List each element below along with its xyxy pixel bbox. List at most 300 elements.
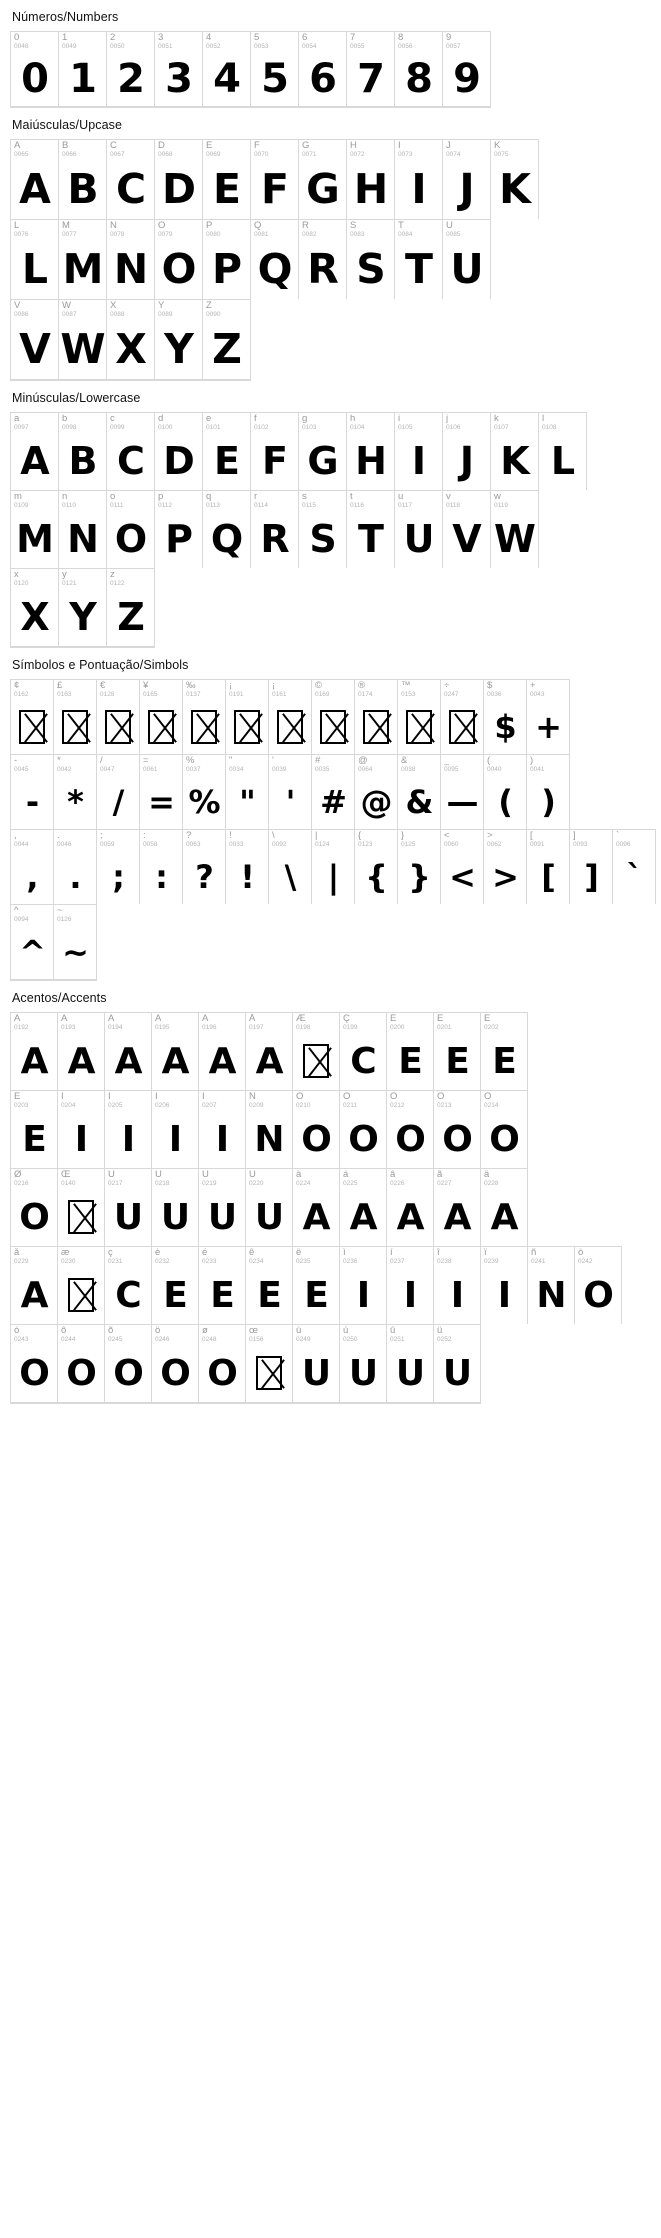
glyph-charcode: 0229 — [14, 1258, 29, 1265]
glyph-preview: O — [301, 1118, 331, 1160]
glyph-cell[interactable] — [203, 413, 251, 490]
glyph-cell[interactable] — [183, 680, 226, 754]
glyph-cell-header — [312, 680, 354, 699]
glyph-cell[interactable] — [54, 680, 97, 754]
glyph-charcode: 0037 — [186, 766, 201, 773]
glyph-cell[interactable] — [140, 830, 183, 904]
glyph-cell[interactable] — [199, 1247, 246, 1324]
glyph-char-label: î — [437, 1248, 440, 1258]
glyph-cell[interactable] — [59, 300, 107, 380]
glyph-cell[interactable] — [251, 491, 299, 568]
glyph-cell[interactable] — [11, 32, 59, 107]
glyph-cell[interactable] — [246, 1247, 293, 1324]
glyph-preview: Q — [210, 517, 243, 561]
glyph-char-label: å — [14, 1248, 20, 1258]
glyph-charcode: 0069 — [206, 151, 221, 158]
glyph-cell[interactable] — [340, 1013, 387, 1090]
glyph-char-label: : — [143, 831, 146, 841]
glyph-cell[interactable] — [527, 830, 570, 904]
glyph-cell[interactable] — [347, 220, 395, 299]
glyph-cell[interactable] — [155, 491, 203, 568]
glyph-char-label: S — [350, 221, 357, 231]
glyph-charcode: 0100 — [158, 424, 173, 431]
glyph-cell[interactable] — [107, 32, 155, 107]
glyph-cell[interactable] — [269, 830, 312, 904]
glyph-cell[interactable] — [107, 140, 155, 219]
glyph-cell[interactable] — [59, 413, 107, 490]
glyph-cell[interactable] — [387, 1013, 434, 1090]
glyph-preview: < — [449, 857, 475, 896]
glyph-cell[interactable] — [152, 1013, 199, 1090]
glyph-char-label: Q — [254, 221, 262, 231]
glyph-preview: ! — [240, 857, 254, 896]
glyph-cell[interactable] — [398, 755, 441, 829]
glyph-cell[interactable] — [395, 32, 443, 107]
glyph-cell[interactable] — [58, 1013, 105, 1090]
glyph-charcode: 0090 — [206, 311, 221, 318]
glyph-cell-header — [347, 140, 394, 159]
glyph-cell[interactable] — [347, 491, 395, 568]
glyph-charcode: 0097 — [14, 424, 29, 431]
glyph-cell-header — [59, 220, 106, 239]
glyph-cell-header — [269, 830, 311, 849]
glyph-charcode: 0195 — [155, 1024, 170, 1031]
glyph-char-label: Ñ — [249, 1092, 256, 1102]
glyph-cell[interactable] — [183, 830, 226, 904]
glyph-charcode: 0199 — [343, 1024, 358, 1031]
glyph-charcode: 0052 — [206, 43, 221, 50]
glyph-charcode: 0096 — [616, 841, 631, 848]
glyph-charcode: 0205 — [108, 1102, 123, 1109]
glyph-cell[interactable] — [11, 830, 54, 904]
glyph-charcode: 0234 — [249, 1258, 264, 1265]
glyph-cell[interactable] — [199, 1013, 246, 1090]
glyph-cell-header — [58, 1325, 104, 1344]
glyph-char-label: > — [487, 831, 493, 841]
glyph-preview: { — [365, 857, 387, 896]
glyph-cell[interactable] — [11, 569, 59, 647]
glyph-cell[interactable] — [155, 300, 203, 380]
glyph-cell[interactable] — [97, 830, 140, 904]
glyph-cell[interactable] — [355, 755, 398, 829]
glyph-cell[interactable] — [443, 220, 491, 299]
glyph-charcode: 0231 — [108, 1258, 123, 1265]
glyph-charcode: 0053 — [254, 43, 269, 50]
glyph-cell[interactable] — [269, 680, 312, 754]
glyph-cell[interactable] — [355, 830, 398, 904]
glyph-cell[interactable] — [11, 491, 59, 568]
glyph-charcode: 0042 — [57, 766, 72, 773]
glyph-cell-header — [203, 300, 250, 319]
glyph-cell[interactable] — [59, 140, 107, 219]
glyph-char-label: Å — [249, 1014, 256, 1024]
glyph-cell-header — [11, 413, 58, 432]
glyph-char-label: _ — [444, 756, 450, 766]
glyph-cell[interactable] — [203, 300, 251, 380]
glyph-cell[interactable] — [387, 1325, 434, 1403]
glyph-charcode: 0228 — [484, 1180, 499, 1187]
glyph-preview: F — [262, 439, 287, 483]
glyph-cell[interactable] — [395, 413, 443, 490]
glyph-cell[interactable] — [398, 680, 441, 754]
glyph-cell-header — [11, 680, 53, 699]
glyph-char-label: | — [315, 831, 318, 841]
glyph-cell[interactable] — [299, 140, 347, 219]
glyph-cell[interactable] — [491, 413, 539, 490]
glyph-cell[interactable] — [58, 1325, 105, 1403]
glyph-charcode: 0243 — [14, 1336, 29, 1343]
glyph-cell[interactable] — [226, 755, 269, 829]
glyph-cell[interactable] — [11, 413, 59, 490]
glyph-cell[interactable] — [443, 140, 491, 219]
glyph-charcode: 0051 — [158, 43, 173, 50]
glyph-cell[interactable] — [293, 1013, 340, 1090]
glyph-cell[interactable] — [11, 680, 54, 754]
glyph-charcode: 0073 — [398, 151, 413, 158]
glyph-cell[interactable] — [312, 755, 355, 829]
glyph-cell-header — [570, 830, 612, 849]
glyph-cell[interactable] — [107, 413, 155, 490]
glyph-cell[interactable] — [443, 491, 491, 568]
glyph-cell[interactable] — [59, 569, 107, 647]
glyph-cell[interactable] — [11, 905, 54, 980]
glyph-cell[interactable] — [105, 1325, 152, 1403]
glyph-cell[interactable] — [312, 830, 355, 904]
glyph-char-label: H — [350, 141, 357, 151]
glyph-cell-header — [11, 569, 58, 588]
glyph-cell[interactable] — [441, 755, 484, 829]
glyph-char-label: \ — [272, 831, 275, 841]
glyph-cell[interactable] — [155, 140, 203, 219]
glyph-cell-header — [203, 32, 250, 51]
glyph-cell[interactable] — [570, 830, 613, 904]
glyph-cell[interactable] — [105, 1169, 152, 1246]
glyph-cell[interactable] — [54, 755, 97, 829]
glyph-cell[interactable] — [491, 491, 539, 568]
glyph-preview: A — [255, 1040, 283, 1082]
glyph-cell-header — [11, 140, 58, 159]
glyph-char-label: Ç — [343, 1014, 350, 1024]
glyph-cell[interactable] — [443, 413, 491, 490]
glyph-cell-header — [59, 413, 106, 432]
glyph-cell-header — [183, 830, 225, 849]
glyph-cell[interactable] — [293, 1247, 340, 1324]
glyph-cell[interactable] — [107, 220, 155, 299]
glyph-charcode: 0086 — [14, 311, 29, 318]
glyph-cell[interactable] — [203, 32, 251, 107]
glyph-cell[interactable] — [11, 1169, 58, 1246]
glyph-charcode: 0092 — [272, 841, 287, 848]
glyph-cell[interactable] — [199, 1169, 246, 1246]
glyph-cell[interactable] — [97, 755, 140, 829]
glyph-cell-header — [226, 755, 268, 774]
glyph-cell[interactable] — [484, 680, 527, 754]
glyph-cell-header — [251, 220, 298, 239]
glyph-cell[interactable] — [152, 1325, 199, 1403]
glyph-preview: > — [492, 857, 518, 896]
missing-glyph-icon — [256, 1356, 282, 1390]
glyph-cell[interactable] — [183, 755, 226, 829]
glyph-cell[interactable] — [246, 1169, 293, 1246]
glyph-cell[interactable] — [226, 680, 269, 754]
glyph-cell[interactable] — [355, 680, 398, 754]
glyph-cell[interactable] — [54, 830, 97, 904]
glyph-cell[interactable] — [54, 905, 97, 980]
glyph-preview: W — [60, 325, 105, 373]
glyph-cell[interactable] — [443, 32, 491, 107]
glyph-cell[interactable] — [11, 1247, 58, 1324]
glyph-cell[interactable] — [58, 1091, 105, 1168]
glyph-preview: \ — [284, 857, 296, 896]
glyph-charcode: 0079 — [158, 231, 173, 238]
glyph-cell[interactable] — [107, 491, 155, 568]
glyph-cell[interactable] — [11, 300, 59, 380]
glyph-cell[interactable] — [434, 1091, 481, 1168]
glyph-charcode: 0059 — [100, 841, 115, 848]
glyph-cell[interactable] — [11, 1091, 58, 1168]
glyph-preview: A — [20, 1040, 48, 1082]
glyph-cell[interactable] — [11, 220, 59, 299]
glyph-cell[interactable] — [11, 755, 54, 829]
glyph-cell[interactable] — [140, 680, 183, 754]
glyph-cell[interactable] — [152, 1169, 199, 1246]
glyph-cell[interactable] — [575, 1247, 622, 1324]
glyph-cell[interactable] — [434, 1325, 481, 1403]
glyph-cell[interactable] — [299, 491, 347, 568]
glyph-cell[interactable] — [107, 300, 155, 380]
glyph-cell[interactable] — [58, 1247, 105, 1324]
glyph-char-label: G — [302, 141, 310, 151]
glyph-char-label: / — [100, 756, 103, 766]
glyph-cell[interactable] — [340, 1091, 387, 1168]
glyph-cell[interactable] — [299, 413, 347, 490]
glyph-cell-header — [97, 680, 139, 699]
glyph-char-label: ù — [296, 1326, 302, 1336]
glyph-cell-header — [199, 1169, 245, 1188]
glyph-cell[interactable] — [246, 1325, 293, 1403]
glyph-charcode: 0074 — [446, 151, 461, 158]
glyph-cell-header — [347, 32, 394, 51]
glyph-preview: I — [168, 1118, 182, 1160]
glyph-cell[interactable] — [441, 830, 484, 904]
glyph-cell[interactable] — [251, 32, 299, 107]
glyph-cell[interactable] — [613, 830, 656, 904]
glyph-cell[interactable] — [59, 220, 107, 299]
glyph-cell[interactable] — [347, 32, 395, 107]
glyph-cell[interactable] — [251, 413, 299, 490]
glyph-cell[interactable] — [11, 1013, 58, 1090]
glyph-cell[interactable] — [155, 220, 203, 299]
glyph-cell[interactable] — [246, 1013, 293, 1090]
glyph-cell[interactable] — [251, 220, 299, 299]
glyph-cell-header — [395, 220, 442, 239]
glyph-char-label: Í — [108, 1092, 111, 1102]
glyph-cell[interactable] — [251, 140, 299, 219]
glyph-charcode: 0056 — [398, 43, 413, 50]
glyph-cell-header — [527, 830, 569, 849]
glyph-charcode: 0116 — [350, 502, 364, 509]
glyph-char-label: Ï — [202, 1092, 205, 1102]
glyph-cell[interactable] — [155, 32, 203, 107]
glyph-cell[interactable] — [105, 1013, 152, 1090]
glyph-cell-header — [387, 1247, 433, 1266]
glyph-cell[interactable] — [387, 1091, 434, 1168]
glyph-cell-header — [105, 1013, 151, 1032]
glyph-charcode: 0083 — [350, 231, 365, 238]
glyph-row — [10, 568, 155, 648]
glyph-char-label: T — [398, 221, 404, 231]
glyph-charcode: 0126 — [57, 916, 72, 923]
glyph-char-label: ™ — [401, 681, 411, 691]
glyph-row — [10, 139, 539, 219]
glyph-cell[interactable] — [155, 413, 203, 490]
glyph-char-label: Á — [61, 1014, 68, 1024]
glyph-cell[interactable] — [59, 491, 107, 568]
glyph-grid — [10, 412, 661, 648]
glyph-cell-header — [293, 1247, 339, 1266]
glyph-cell[interactable] — [105, 1247, 152, 1324]
glyph-char-label: Ü — [249, 1170, 256, 1180]
glyph-cell[interactable] — [481, 1169, 528, 1246]
glyph-cell[interactable] — [152, 1091, 199, 1168]
glyph-cell[interactable] — [387, 1247, 434, 1324]
glyph-cell[interactable] — [293, 1169, 340, 1246]
glyph-cell[interactable] — [481, 1247, 528, 1324]
glyph-cell-header — [299, 491, 346, 510]
glyph-cell-header — [527, 680, 569, 699]
glyph-cell[interactable] — [340, 1169, 387, 1246]
glyph-preview: P — [211, 245, 242, 293]
glyph-cell[interactable] — [527, 680, 570, 754]
glyph-cell[interactable] — [528, 1247, 575, 1324]
glyph-cell[interactable] — [395, 140, 443, 219]
glyph-cell[interactable] — [140, 755, 183, 829]
glyph-charcode: 0114 — [254, 502, 268, 509]
glyph-cell[interactable] — [481, 1013, 528, 1090]
glyph-cell[interactable] — [395, 220, 443, 299]
glyph-char-label: t — [350, 492, 353, 502]
glyph-cell[interactable] — [434, 1013, 481, 1090]
glyph-cell[interactable] — [387, 1169, 434, 1246]
glyph-cell-header — [491, 413, 538, 432]
glyph-cell[interactable] — [293, 1325, 340, 1403]
glyph-cell[interactable] — [434, 1247, 481, 1324]
glyph-char-label: Ö — [484, 1092, 492, 1102]
glyph-cell[interactable] — [347, 413, 395, 490]
glyph-cell-header — [199, 1013, 245, 1032]
glyph-cell-header — [347, 413, 394, 432]
glyph-cell[interactable] — [11, 140, 59, 219]
glyph-char-label: a — [14, 414, 20, 424]
glyph-cell[interactable] — [434, 1169, 481, 1246]
glyph-charcode: 0249 — [296, 1336, 311, 1343]
glyph-cell-header — [251, 140, 298, 159]
glyph-preview: A — [67, 1040, 95, 1082]
glyph-char-label: Y — [158, 301, 165, 311]
glyph-preview — [269, 699, 311, 754]
glyph-row — [10, 1324, 481, 1404]
glyph-preview: J — [459, 165, 474, 213]
glyph-cell[interactable] — [269, 755, 312, 829]
glyph-preview: E — [212, 165, 240, 213]
glyph-cell[interactable] — [203, 220, 251, 299]
glyph-char-label: ) — [530, 756, 534, 766]
glyph-cell[interactable] — [481, 1091, 528, 1168]
glyph-preview: I — [121, 1118, 135, 1160]
glyph-charcode: 0251 — [390, 1336, 405, 1343]
glyph-cell[interactable] — [299, 220, 347, 299]
glyph-cell[interactable] — [246, 1091, 293, 1168]
glyph-cell[interactable] — [203, 140, 251, 219]
glyph-cell-header — [107, 300, 154, 319]
glyph-cell[interactable] — [395, 491, 443, 568]
glyph-preview: D — [163, 439, 194, 483]
glyph-cell[interactable] — [484, 755, 527, 829]
glyph-char-label: % — [186, 756, 195, 766]
glyph-charcode: 0084 — [398, 231, 413, 238]
glyph-charcode: 0057 — [446, 43, 461, 50]
glyph-charcode: 0070 — [254, 151, 269, 158]
glyph-cell[interactable] — [441, 680, 484, 754]
glyph-cell[interactable] — [347, 140, 395, 219]
glyph-row — [10, 1168, 528, 1246]
glyph-cell[interactable] — [59, 32, 107, 107]
glyph-cell[interactable] — [11, 1325, 58, 1403]
glyph-char-label: k — [494, 414, 499, 424]
glyph-char-label: < — [444, 831, 450, 841]
glyph-charcode: 0117 — [398, 502, 412, 509]
glyph-cell[interactable] — [97, 680, 140, 754]
glyph-cell[interactable] — [107, 569, 155, 647]
glyph-preview: V — [19, 325, 50, 373]
glyph-cell[interactable] — [105, 1091, 152, 1168]
glyph-cell-header — [152, 1325, 198, 1344]
glyph-char-label: í — [390, 1248, 393, 1258]
glyph-cell[interactable] — [484, 830, 527, 904]
glyph-row — [10, 412, 587, 490]
glyph-cell-header — [59, 140, 106, 159]
glyph-char-label: ^ — [14, 906, 19, 916]
glyph-cell[interactable] — [527, 755, 570, 829]
glyph-cell[interactable] — [58, 1169, 105, 1246]
glyph-preview: T — [358, 517, 383, 561]
glyph-cell-header — [155, 300, 202, 319]
glyph-charcode: 0207 — [202, 1102, 217, 1109]
glyph-charcode: 0118 — [446, 502, 460, 509]
glyph-cell[interactable] — [203, 491, 251, 568]
glyph-cell[interactable] — [491, 140, 539, 219]
glyph-cell[interactable] — [226, 830, 269, 904]
glyph-cell[interactable] — [340, 1247, 387, 1324]
glyph-cell-header — [441, 830, 483, 849]
glyph-charcode: 0040 — [487, 766, 502, 773]
glyph-cell-header — [246, 1013, 292, 1032]
glyph-cell[interactable] — [299, 32, 347, 107]
glyph-charcode: 0137 — [186, 691, 201, 698]
glyph-cell[interactable] — [199, 1325, 246, 1403]
glyph-cell[interactable] — [340, 1325, 387, 1403]
glyph-cell[interactable] — [293, 1091, 340, 1168]
glyph-cell[interactable] — [199, 1091, 246, 1168]
missing-glyph-icon — [406, 710, 432, 744]
glyph-cell[interactable] — [312, 680, 355, 754]
glyph-cell[interactable] — [398, 830, 441, 904]
glyph-cell[interactable] — [539, 413, 587, 490]
glyph-preview: I — [411, 165, 426, 213]
glyph-cell[interactable] — [152, 1247, 199, 1324]
glyph-preview: A — [490, 1196, 518, 1238]
glyph-char-label: È — [390, 1014, 397, 1024]
